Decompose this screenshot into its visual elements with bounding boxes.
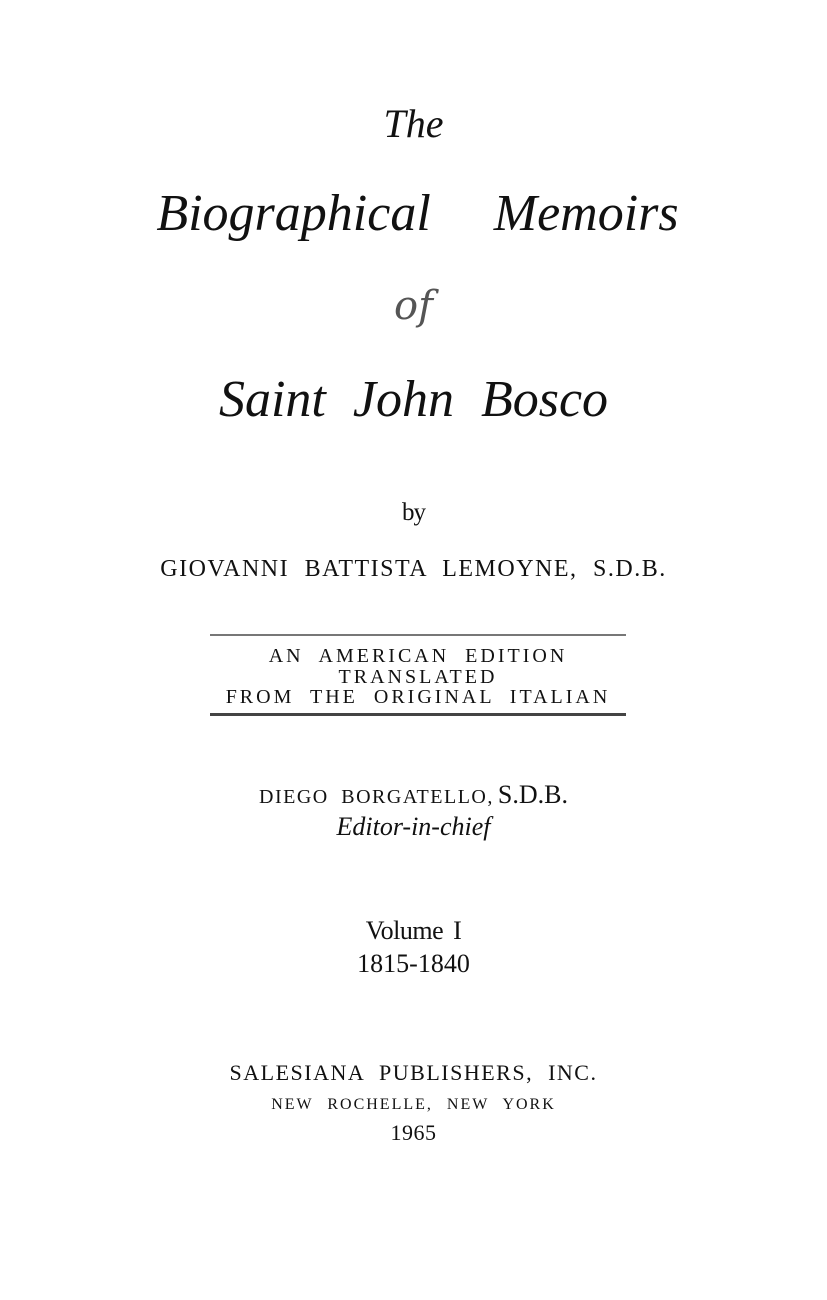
volume-years: 1815-1840: [357, 949, 470, 978]
author-name: GIOVANNI BATTISTA LEMOYNE, S.D.B.: [160, 556, 667, 582]
editor-suffix: S.D.B.: [497, 780, 568, 809]
editor-name: DIEGO BORGATELLO,: [259, 786, 494, 808]
edition-line-3: FROM THE ORIGINAL ITALIAN: [225, 686, 611, 708]
title-article: The: [383, 101, 444, 146]
book-title: Biographical Memoirs: [156, 185, 679, 242]
volume-label: Volume I: [365, 916, 462, 945]
edition-box: [210, 634, 626, 716]
publisher-name: SALESIANA PUBLISHERS, INC.: [229, 1060, 598, 1085]
byline-by: by: [402, 499, 425, 526]
editor-line: [0, 782, 827, 808]
publisher-place: NEW ROCHELLE, NEW YORK: [271, 1096, 556, 1113]
editor-role: Editor-in-chief: [336, 812, 491, 841]
edition-line-2: TRANSLATED: [338, 666, 498, 688]
title-of: of: [394, 283, 433, 329]
edition-line-1: AN AMERICAN EDITION: [268, 645, 568, 667]
book-subject: Saint John Bosco: [218, 371, 609, 428]
publication-year: 1965: [390, 1120, 437, 1145]
edition-bottom-rule: [210, 713, 626, 716]
edition-top-rule: [210, 634, 626, 636]
